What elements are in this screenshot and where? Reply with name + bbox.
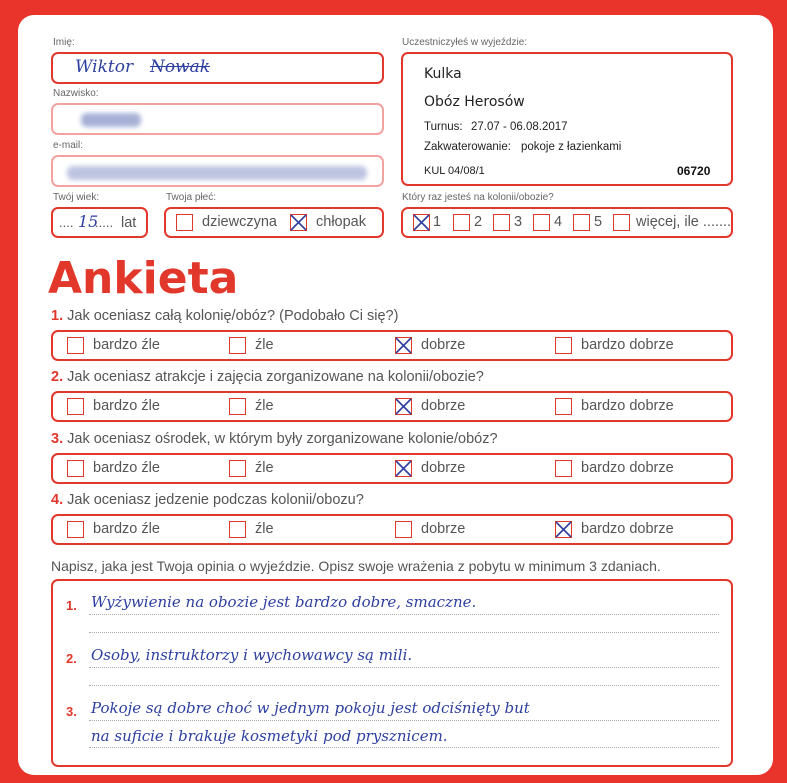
question-1-checkbox-4[interactable] <box>555 337 572 354</box>
question-1-option-label: dobrze <box>421 337 466 353</box>
age-label: Twój wiek: <box>53 192 100 203</box>
question-2-text <box>51 369 484 385</box>
times-1-checkbox[interactable] <box>413 214 430 231</box>
trip-label: Uczestniczyłeś w wyjeździe: <box>402 37 528 48</box>
opinion-prompt: Napisz, jaka jest Twoja opinia o wyjeździe. Opisz swoje wrażenia z pobytu w minimum 3 zdaniach. <box>51 558 661 574</box>
trip-number: 06720 <box>677 164 711 178</box>
question-3-checkbox-3[interactable] <box>395 460 412 477</box>
times-more-checkbox[interactable] <box>613 214 630 231</box>
survey-title: Ankieta <box>48 253 239 304</box>
question-4-text <box>51 492 364 508</box>
question-2-checkbox-3[interactable] <box>395 398 412 415</box>
question-4-checkbox-1[interactable] <box>67 521 84 538</box>
answer-line <box>89 614 719 615</box>
answer-line <box>89 720 719 721</box>
age-dots-right: ..... <box>95 215 114 230</box>
opinion-line-1-number: 1. <box>66 598 77 613</box>
question-label: Jak oceniasz całą kolonię/obóz? (Podobało Ci się?) <box>67 308 399 324</box>
trip-box <box>401 52 733 186</box>
question-3-checkbox-1[interactable] <box>67 460 84 477</box>
email-label: e-mail: <box>53 140 84 151</box>
question-2-option-label: dobrze <box>421 398 466 414</box>
check-mark-icon <box>393 458 414 479</box>
question-3-option-label: dobrze <box>421 460 466 476</box>
gender-boy-checkbox[interactable] <box>290 214 307 231</box>
question-1-option-label: źle <box>255 337 274 353</box>
times-2-checkbox[interactable] <box>453 214 470 231</box>
age-value: 15 <box>78 212 99 231</box>
times-3-checkbox[interactable] <box>493 214 510 231</box>
opinion-box[interactable] <box>51 579 733 767</box>
times-more-label: więcej, ile ....... <box>636 214 732 230</box>
question-4-checkbox-3[interactable] <box>395 521 412 538</box>
trip-camp: Kulka <box>424 66 462 82</box>
question-3-option-label: bardzo dobrze <box>581 460 674 476</box>
opinion-line-2-number: 2. <box>66 651 77 666</box>
question-number: 1. <box>51 308 64 324</box>
age-unit: lat <box>121 215 137 231</box>
question-2-checkbox-1[interactable] <box>67 398 84 415</box>
gender-label: Twoja płeć: <box>166 192 217 203</box>
question-number: 4. <box>51 492 64 508</box>
question-2-option-label: źle <box>255 398 274 414</box>
last-name-field[interactable] <box>51 103 384 135</box>
times-label: Który raz jesteś na kolonii/obozie? <box>402 192 554 203</box>
question-3-option-label: bardzo źle <box>93 460 160 476</box>
question-1-option-label: bardzo źle <box>93 337 160 353</box>
question-4-option-label: bardzo źle <box>93 521 160 537</box>
question-2-option-label: bardzo źle <box>93 398 160 414</box>
question-1-checkbox-2[interactable] <box>229 337 246 354</box>
age-dots-left: .... <box>59 215 74 230</box>
trip-name: Obóz Herosów <box>424 94 525 110</box>
age-field[interactable] <box>51 207 148 238</box>
gender-girl-checkbox[interactable] <box>176 214 193 231</box>
question-3-text <box>51 431 498 447</box>
times-4-checkbox[interactable] <box>533 214 550 231</box>
question-4-options <box>51 514 733 545</box>
question-3-option-label: źle <box>255 460 274 476</box>
first-name-value: Wiktor <box>75 57 134 77</box>
question-4-option-label: dobrze <box>421 521 466 537</box>
question-2-options <box>51 391 733 422</box>
last-name-label: Nazwisko: <box>53 88 99 99</box>
answer-line <box>89 632 719 633</box>
question-1-checkbox-3[interactable] <box>395 337 412 354</box>
lodging-label: Zakwaterowanie: <box>424 141 511 153</box>
check-mark-icon <box>393 335 414 356</box>
question-2-checkbox-2[interactable] <box>229 398 246 415</box>
lodging-value: pokoje z łazienkami <box>521 141 622 153</box>
question-4-option-label: źle <box>255 521 274 537</box>
opinion-line-1-text: Wyżywienie na obozie jest bardzo dobre, smaczne. <box>91 593 477 611</box>
question-2-option-label: bardzo dobrze <box>581 398 674 414</box>
answer-line <box>89 747 719 748</box>
answer-line <box>89 685 719 686</box>
question-number: 2. <box>51 369 64 385</box>
times-2-label: 2 <box>474 214 483 230</box>
turnus-label: Turnus: <box>424 121 463 133</box>
opinion-line-3-text: Pokoje są dobre choć w jednym pokoju jest odciśnięty but <box>91 699 530 717</box>
question-4-checkbox-2[interactable] <box>229 521 246 538</box>
survey-sheet <box>18 15 773 775</box>
question-4-option-label: bardzo dobrze <box>581 521 674 537</box>
opinion-line-4-text: na suficie i brakuje kosmetyki pod prysznicem. <box>91 727 448 745</box>
check-mark-icon <box>553 519 574 540</box>
first-name-crossed: Nowak <box>150 57 211 77</box>
question-3-checkbox-4[interactable] <box>555 460 572 477</box>
question-1-text <box>51 308 398 324</box>
times-5-label: 5 <box>594 214 603 230</box>
question-3-options <box>51 453 733 484</box>
question-number: 3. <box>51 431 64 447</box>
first-name-label: Imię: <box>53 37 75 48</box>
gender-field <box>164 207 384 238</box>
email-redacted <box>67 166 367 180</box>
times-4-label: 4 <box>554 214 563 230</box>
check-mark-icon <box>288 212 309 233</box>
times-field <box>401 207 733 238</box>
answer-line <box>89 667 719 668</box>
times-5-checkbox[interactable] <box>573 214 590 231</box>
question-1-checkbox-1[interactable] <box>67 337 84 354</box>
first-name-field[interactable] <box>51 52 384 84</box>
question-3-checkbox-2[interactable] <box>229 460 246 477</box>
check-mark-icon <box>393 396 414 417</box>
gender-boy-label: chłopak <box>316 214 366 230</box>
opinion-line-3-number: 3. <box>66 704 77 719</box>
opinion-line-2-text: Osoby, instruktorzy i wychowawcy są mili. <box>91 646 413 664</box>
check-mark-icon <box>411 212 432 233</box>
email-field[interactable] <box>51 155 384 187</box>
question-1-options <box>51 330 733 361</box>
last-name-redacted <box>81 113 141 127</box>
gender-girl-label: dziewczyna <box>202 214 277 230</box>
turnus-value: 27.07 - 06.08.2017 <box>471 121 568 133</box>
trip-code: KUL 04/08/1 <box>424 165 485 177</box>
question-label: Jak oceniasz jedzenie podczas kolonii/obozu? <box>67 492 364 508</box>
times-1-label: 1 <box>433 214 442 230</box>
times-3-label: 3 <box>514 214 523 230</box>
question-label: Jak oceniasz atrakcje i zajęcia zorganizowane na kolonii/obozie? <box>67 369 484 385</box>
question-2-checkbox-4[interactable] <box>555 398 572 415</box>
question-label: Jak oceniasz ośrodek, w którym były zorganizowane kolonie/obóz? <box>67 431 498 447</box>
question-1-option-label: bardzo dobrze <box>581 337 674 353</box>
question-4-checkbox-4[interactable] <box>555 521 572 538</box>
